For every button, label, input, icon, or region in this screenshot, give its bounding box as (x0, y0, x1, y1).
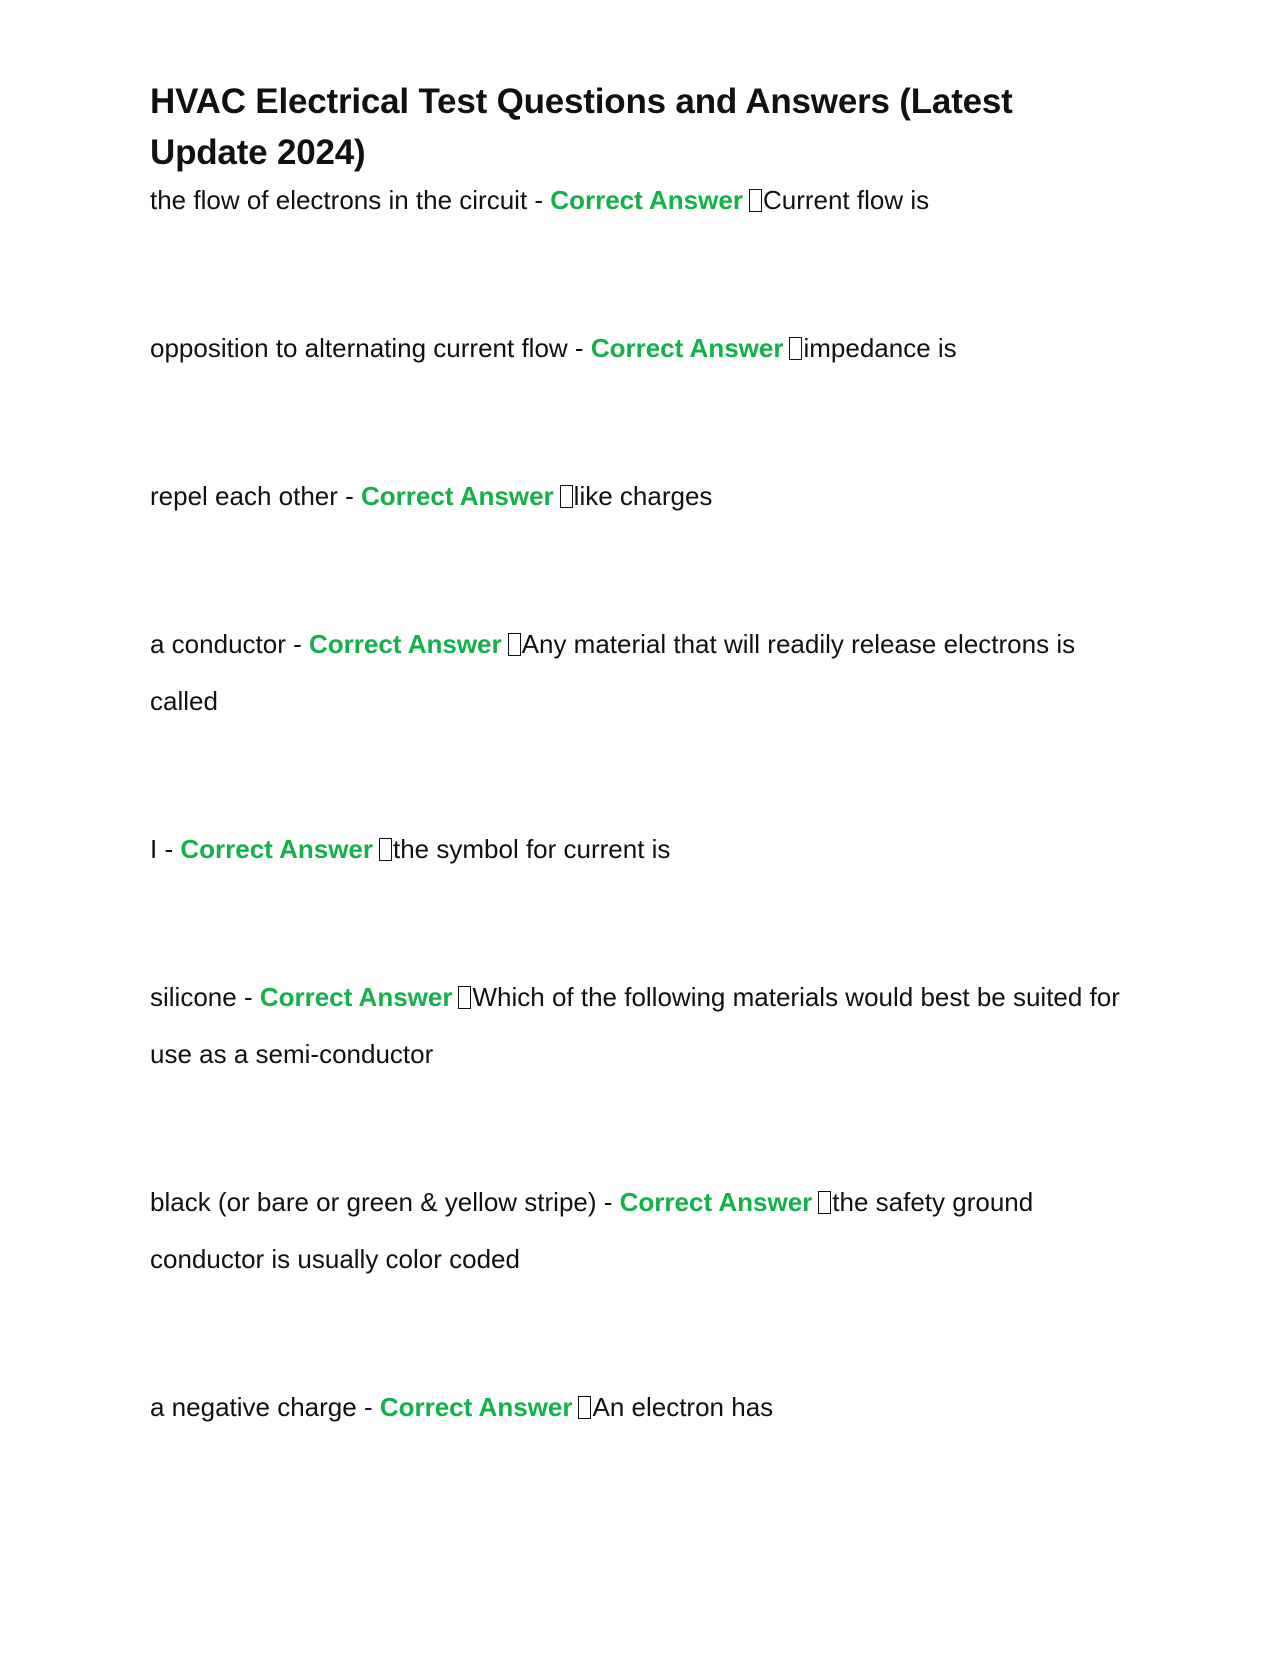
correct-answer-label: Correct Answer (180, 834, 373, 864)
missing-glyph-icon (508, 633, 521, 656)
correct-answer-label: Correct Answer (379, 1392, 573, 1422)
qa-question: Any material that will readily release electrons is called (150, 629, 1076, 716)
qa-item (150, 1174, 1130, 1288)
qa-item (150, 616, 1130, 730)
qa-separator: - (567, 333, 591, 363)
qa-item (150, 468, 1130, 525)
qa-separator: - (596, 1187, 620, 1217)
qa-term: silicone (150, 982, 237, 1012)
qa-question: the symbol for current is (393, 834, 671, 864)
qa-item (150, 1379, 1130, 1436)
qa-list (150, 172, 1130, 1436)
correct-answer-label: Correct Answer (259, 982, 453, 1012)
qa-separator: - (527, 185, 551, 215)
missing-glyph-icon (458, 986, 471, 1009)
correct-answer-label: Correct Answer (361, 481, 554, 511)
qa-separator: - (337, 481, 362, 511)
document-title: HVAC Electrical Test Questions and Answers (Latest Update 2024) (150, 82, 1013, 172)
missing-glyph-icon (560, 485, 573, 508)
correct-answer-label: Correct Answer (308, 629, 502, 659)
qa-separator: - (285, 629, 309, 659)
qa-question: An electron has (592, 1392, 774, 1422)
qa-term: a negative charge (150, 1392, 357, 1422)
qa-question: impedance is (803, 333, 957, 363)
document-content (150, 76, 1130, 1436)
qa-term: repel each other (150, 481, 338, 511)
missing-glyph-icon (749, 189, 762, 212)
qa-question: like charges (573, 481, 713, 511)
correct-answer-label: Correct Answer (590, 333, 784, 363)
qa-term: opposition to alternating current flow (150, 333, 568, 363)
missing-glyph-icon (379, 838, 392, 861)
qa-term: the flow of electrons in the circuit (150, 185, 528, 215)
qa-term: black (or bare or green & yellow stripe) (150, 1187, 597, 1217)
qa-item (150, 821, 1130, 878)
missing-glyph-icon (789, 337, 802, 360)
correct-answer-label: Correct Answer (550, 185, 743, 215)
qa-item (150, 172, 1130, 229)
qa-question: Current flow is (762, 185, 930, 215)
missing-glyph-icon (818, 1191, 831, 1214)
qa-separator: - (236, 982, 260, 1012)
qa-term: a conductor (150, 629, 286, 659)
qa-question: the safety ground conductor is usually color coded (150, 1187, 1034, 1274)
qa-question: Which of the following materials would best be suited for use as a semi-conductor (150, 982, 1120, 1069)
qa-item (150, 969, 1130, 1083)
qa-term: I (150, 834, 158, 864)
qa-item (150, 320, 1130, 377)
qa-separator: - (157, 834, 181, 864)
qa-separator: - (356, 1392, 380, 1422)
missing-glyph-icon (578, 1396, 591, 1419)
correct-answer-label: Correct Answer (619, 1187, 813, 1217)
